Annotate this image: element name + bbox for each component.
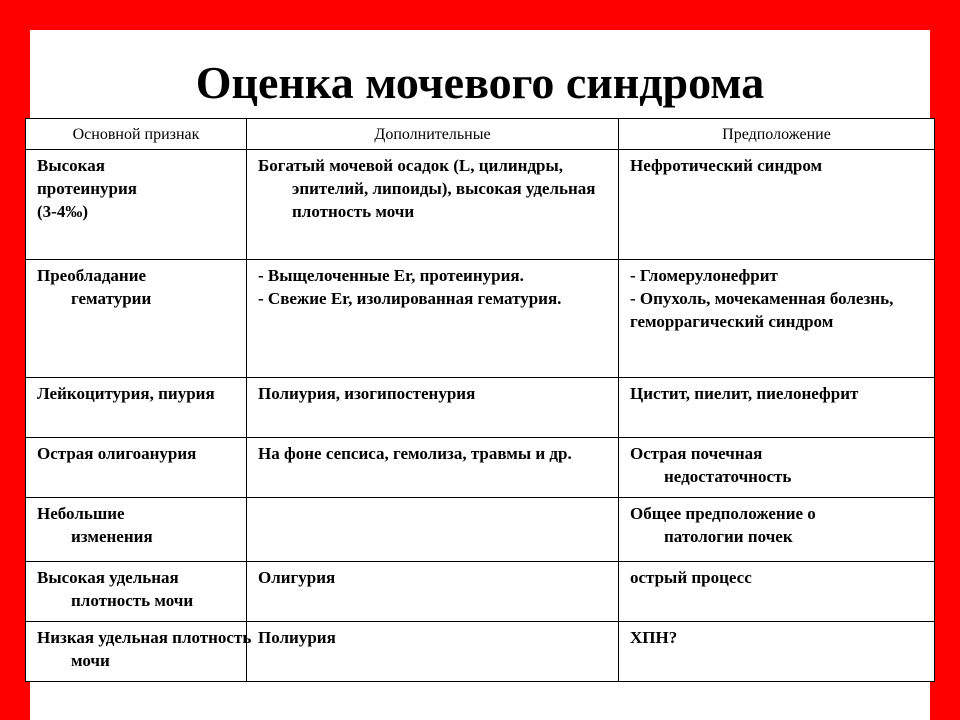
cell-sign-text: Высокая протеинурия (3-4‰) bbox=[37, 156, 137, 221]
table-row bbox=[26, 150, 935, 260]
cell-sign bbox=[26, 378, 247, 438]
cell-assumption-text: Нефротический синдром bbox=[630, 156, 823, 175]
cell-sign bbox=[26, 562, 247, 622]
cell-assumption-text: ХПН? bbox=[630, 628, 678, 647]
cell-assumption-line: - Опухоль, мочекаменная болезнь, геморрагический синдром bbox=[630, 289, 894, 331]
cell-additional bbox=[247, 622, 619, 682]
cell-additional-text: Олигурия bbox=[258, 568, 336, 587]
cell-assumption bbox=[619, 378, 935, 438]
cell-assumption-line: - Гломерулонефрит bbox=[630, 266, 778, 285]
slide bbox=[30, 30, 930, 720]
table-row bbox=[26, 498, 935, 562]
cell-assumption bbox=[619, 438, 935, 498]
table-row bbox=[26, 438, 935, 498]
cell-additional-text: На фоне сепсиса, гемолиза, травмы и др. bbox=[258, 444, 572, 463]
syndrome-table bbox=[25, 118, 935, 682]
cell-assumption bbox=[619, 562, 935, 622]
cell-additional-text: Богатый мочевой осадок (L, цилиндры, эпителий, липоиды), высокая удельная плотность мочи bbox=[258, 156, 596, 221]
cell-sign bbox=[26, 498, 247, 562]
cell-additional bbox=[247, 150, 619, 260]
cell-additional-line: - Свежие Er, изолированная гематурия. bbox=[258, 289, 562, 308]
cell-sign-text: Лейкоцитурия, пиурия bbox=[37, 384, 215, 403]
cell-sign-text: Небольшие изменения bbox=[37, 504, 153, 546]
page-title: Оценка мочевого синдрома bbox=[195, 57, 765, 108]
table-row bbox=[26, 622, 935, 682]
cell-assumption-text: Цистит, пиелит, пиелонефрит bbox=[630, 384, 859, 403]
cell-sign-text: Высокая удельная плотность мочи bbox=[37, 568, 194, 610]
table-row bbox=[26, 562, 935, 622]
cell-additional bbox=[247, 562, 619, 622]
cell-assumption-text: острый процесс bbox=[630, 568, 752, 587]
cell-sign bbox=[26, 260, 247, 378]
column-header-sign: Основной признак bbox=[26, 119, 247, 150]
cell-additional bbox=[247, 438, 619, 498]
cell-additional-line: - Выщелоченные Er, протеинурия. bbox=[258, 266, 524, 285]
cell-assumption bbox=[619, 260, 935, 378]
cell-assumption bbox=[619, 150, 935, 260]
column-header-assumption: Предположение bbox=[619, 119, 935, 150]
cell-assumption-text: Острая почечная недостаточность bbox=[630, 444, 792, 486]
cell-sign bbox=[26, 150, 247, 260]
table-row bbox=[26, 378, 935, 438]
cell-additional bbox=[247, 378, 619, 438]
cell-assumption bbox=[619, 622, 935, 682]
cell-sign bbox=[26, 622, 252, 682]
cell-sign-text: Преобладание гематурии bbox=[37, 266, 152, 308]
cell-additional bbox=[247, 498, 619, 562]
cell-sign-text: Острая олигоанурия bbox=[37, 444, 197, 463]
table-row bbox=[26, 260, 935, 378]
cell-assumption bbox=[619, 498, 935, 562]
cell-additional-text: Полиурия bbox=[258, 628, 336, 647]
table-header-row bbox=[26, 119, 935, 150]
cell-sign bbox=[26, 438, 247, 498]
cell-additional-text: Полиурия, изогипостенурия bbox=[258, 384, 476, 403]
cell-additional bbox=[247, 260, 619, 378]
column-header-additional: Дополнительные bbox=[247, 119, 619, 150]
cell-assumption-text: Общее предположение о патологии почек bbox=[630, 504, 816, 546]
cell-sign-text: Низкая удельная плотность мочи bbox=[37, 628, 252, 670]
